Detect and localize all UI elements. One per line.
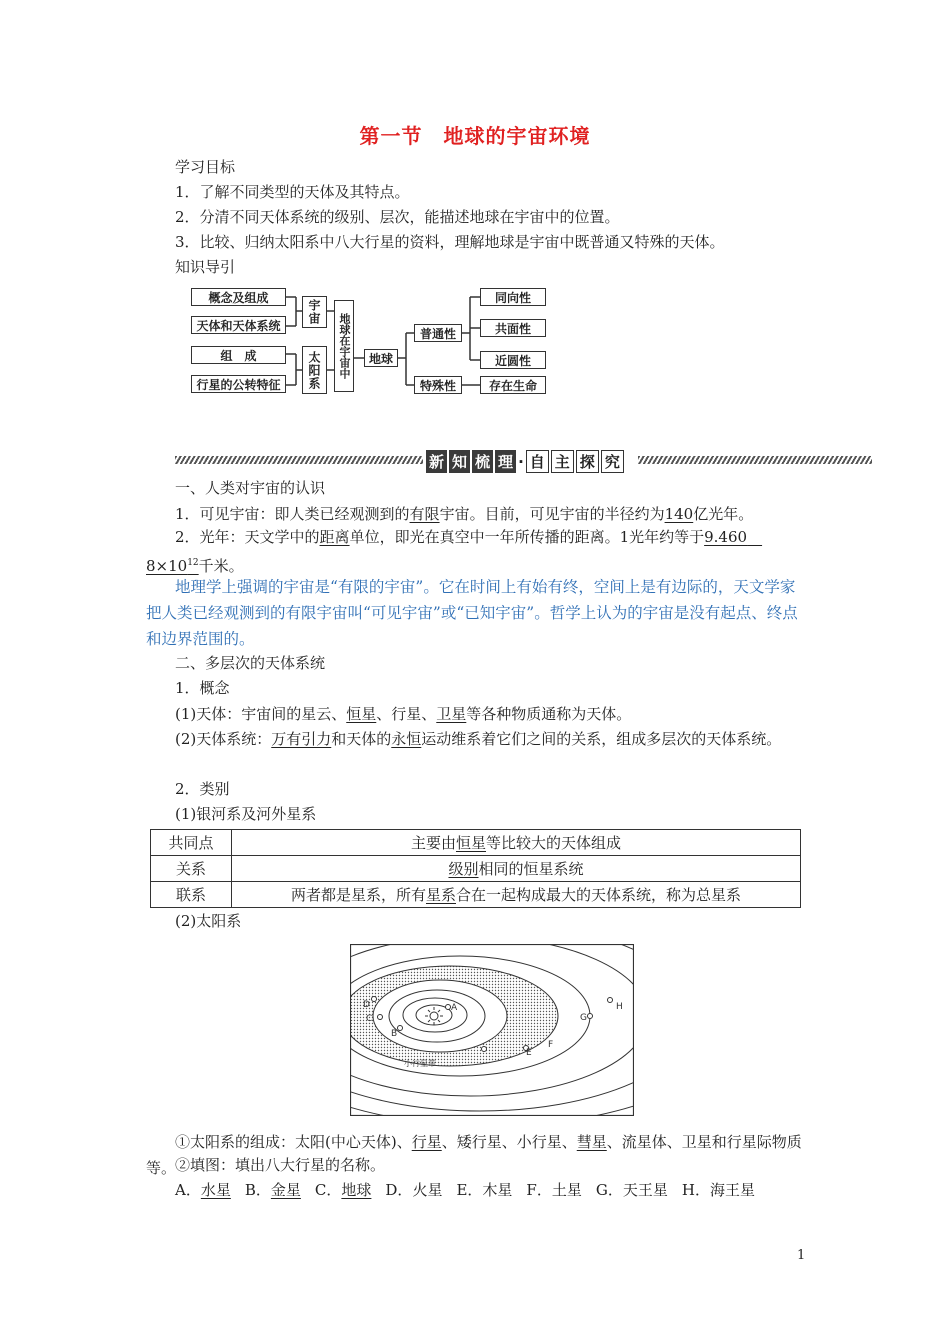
map-box-celestial: 天体和天体系统 [191, 316, 286, 334]
galaxy-heading: (1)银河系及河外星系 [175, 805, 317, 823]
answer-item: F．土星 [526, 1181, 582, 1199]
planet-label: D [363, 1000, 370, 1010]
guide-heading: 知识导引 [175, 258, 236, 276]
objective-item: 1．了解不同类型的天体及其特点。 [175, 183, 410, 201]
answer-item: H．海王星 [681, 1181, 755, 1199]
map-box-composition: 组 成 [191, 346, 286, 364]
map-box-earth-in-universe: 地球在宇宙中 [334, 300, 354, 392]
asteroid-belt-label: 小行星带 [404, 1059, 436, 1068]
planet-label: F [548, 1040, 554, 1050]
answer-item: C．地球 [314, 1181, 372, 1199]
objective-item: 2．分清不同天体系统的级别、层次，能描述地球在宇宙中的位置。 [175, 208, 620, 226]
banner-char: 探 [576, 450, 599, 473]
visible-universe-line: 1．可见宇宙：即人类已经观测到的有限宇宙。目前，可见宇宙的半径约为140亿光年。 [175, 505, 754, 523]
table-row [151, 830, 801, 856]
map-box-special: 特殊性 [414, 376, 462, 394]
celestial-system-definition: (2)天体系统：万有引力和天体的永恒运动维系着它们之间的关系，组成多层次的天体系统。 [175, 730, 782, 748]
banner-char: 新 [426, 450, 447, 473]
planet-e [482, 1047, 487, 1052]
galaxy-comparison-table [150, 829, 801, 908]
map-box-ordinary: 普通性 [414, 324, 462, 342]
banner-char: 自 [526, 450, 549, 473]
banner-char: 究 [601, 450, 624, 473]
category-heading: 2．类别 [175, 780, 230, 798]
banner-char: 知 [449, 450, 470, 473]
section1-heading: 一、人类对宇宙的认识 [175, 479, 326, 497]
planet-label: C [366, 1014, 373, 1024]
table-header-cell: 共同点 [151, 830, 232, 856]
planet-label: G [580, 1013, 587, 1023]
planet-c [378, 1015, 383, 1020]
planet-d [372, 997, 377, 1002]
page-number: 1 [797, 1248, 806, 1263]
planet-b [398, 1026, 403, 1031]
fill-instruction: ②填图：填出八大行星的名称。 [175, 1156, 386, 1174]
light-year-paragraph: 2．光年：天文学中的距离单位，即光在真空中一年所传播的距离。1光年约等于9.460 $8\times 10^{12}$千米。 [146, 528, 763, 575]
banner-stripes-left [175, 456, 423, 464]
section2-heading: 二、多层次的天体系统 [175, 654, 326, 672]
map-box-orbit-features: 行星的公转特征 [191, 375, 286, 393]
map-box-coplanar: 共面性 [480, 319, 546, 337]
map-box-life: 存在生命 [480, 376, 546, 394]
table-row [151, 856, 801, 882]
table-header-cell: 联系 [151, 882, 232, 908]
planet-label: E [526, 1048, 532, 1058]
page-title: 第一节 地球的宇宙环境 [359, 124, 591, 148]
planet-label: A [451, 1003, 458, 1013]
answer-item: G．天王星 [595, 1181, 668, 1199]
banner-dot: · [518, 452, 524, 471]
solar-system-composition: ①太阳系的组成：太阳(中心天体)、行星、矮行星、小行星、彗星、流星体、卫星和行星际物质等。 [146, 1133, 802, 1177]
banner-char: 梳 [472, 450, 493, 473]
table-header-cell: 关系 [151, 856, 232, 882]
celestial-body-definition: (1)天体：宇宙间的星云、恒星、行星、卫星等各种物质通称为天体。 [175, 705, 632, 723]
answer-item: A．水星 [175, 1181, 231, 1199]
answer-item: E．木星 [456, 1181, 513, 1199]
table-cell: 级别相同的恒星系统 [232, 856, 801, 882]
planet-h [608, 998, 613, 1003]
planet-g [588, 1014, 593, 1019]
table-row [151, 882, 801, 908]
map-box-near-circular: 近圆性 [480, 351, 546, 369]
table-cell: 主要由恒星等比较大的天体组成 [232, 830, 801, 856]
map-box-solar-system: 太阳系 [302, 346, 327, 394]
planet-label: H [616, 1002, 623, 1012]
planet-label: B [391, 1029, 398, 1039]
map-box-earth: 地球 [364, 349, 398, 367]
concept-heading: 1．概念 [175, 679, 230, 697]
table-cell: 两者都是星系，所有星系合在一起构成最大的天体系统，称为总星系 [232, 882, 801, 908]
banner-char: 主 [551, 450, 574, 473]
banner-char: 理 [495, 450, 516, 473]
answer-item: D．火星 [385, 1181, 443, 1199]
banner-stripes-right [638, 456, 872, 464]
objectives-heading: 学习目标 [175, 158, 236, 176]
objective-item: 3．比较、归纳太阳系中八大行星的资料，理解地球是宇宙中既普通又特殊的天体。 [175, 233, 725, 251]
universe-note: 地理学上强调的宇宙是“有限的宇宙”。它在时间上有始有终，空间上是有边际的，天文学家把人类已经观测到的有限宇宙叫“可见宇宙”或“已知宇宙”。哲学上认为的宇宙是没有起点、终点和边界范围的。 [146, 578, 798, 648]
map-box-universe: 宇宙 [302, 296, 327, 328]
map-box-same-direction: 同向性 [480, 288, 546, 306]
planet-a [446, 1005, 451, 1010]
solar-system-heading: (2)太阳系 [175, 912, 242, 930]
answer-item: B．金星 [244, 1181, 301, 1199]
solar-system-figure [350, 944, 634, 1116]
planet-answers [175, 1179, 755, 1201]
map-box-concept: 概念及组成 [191, 288, 286, 306]
